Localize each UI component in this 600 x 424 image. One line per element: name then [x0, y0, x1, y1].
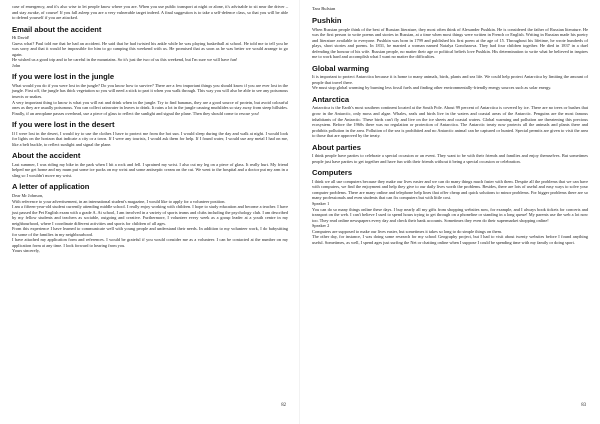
section-text-letter: Dear Mr Johnson, With reference to your advertisement, in an international student's magazine, I would like to apply for a volunteer position. I am a fifteen-year-old student currently attending middle school. I really enjoy working with children. I hope to study education and become a teacher. I have just passed the Pet English exam with a grade A. At school, I am involved in a variety of sports teams and clubs including the psychology club. I am described by my fellow students and teachers as sociable, outgoing and creative. Furthermore, I volunteer every week as a group leader at a youth centre in my neighbourhood, where I coordinate different activities and sports for children of all ages. From this experience I have learned to communicate well with young people and understand their needs. In addition to my volunteer work, I do babysitting for some of the families in my neighbourhood. I have attached my application form and references. I would be grateful if you would consider me as a volunteer. I can be contacted at the number on my application form at any time. I look forward to hearing from you. Yours sincerely,: [12, 192, 288, 254]
section-title-desert: If you were lost in the desert: [12, 120, 115, 130]
section-title-computers: Computers: [312, 168, 353, 178]
author-name: Tara Bulstan: [312, 6, 336, 11]
section-title-accident: About the accident: [12, 151, 81, 161]
section-text-desert: If I were lost in the desert, I would try to use the clothes I have to protect me from the hot sun. I would sleep during the day and walk at night. I would look for lights on the horizon that indicate a city or a town. If I were any tourists, I would ask them for help. If I found water, I would use any metal I had on me, like a belt buckle, to reflect sunlight and signal the plane.: [12, 130, 288, 147]
right-page: [300, 0, 600, 424]
section-text-computers: I think we all use computers because they make our lives easier and we can do many things much faster with them. Despite all the problems that we can have with computers, we find the enjoyment and help they give to our daily lives worth the problems. Besides, there are lots of useful and easy ways to solve your computer problems. There are many online and telephone help lines that offer cheap and quick solutions to minor problems. For bigger problems there are so many professionals and even students that can fix computers but with little cost. Speaker 1 You can do so many things online these days. I buy nearly all my gifts from shopping websites now, for example, and I always book tickets for concerts and transport on the web. I can't believe I used to spend hours trying to get through on a phoneline or standing in a long queue! My parents use the web a lot now too. They read online newspapers every day and check their bank accounts. Sometimes they even do their supermarket shopping online! Speaker 2 Computers are supposed to make our lives easier, but sometimes it takes so long to do simple things on them. The other day, for instance, I was doing some research for my school Geography project, but I had to visit about twenty websites before I found anything useful. Sometimes, as well, I spend ages just surfing the Net or chatting online when I suppose I could be spending time with my family or doing sport.: [312, 178, 588, 245]
page-number-right: 83: [581, 403, 586, 408]
section-text-jungle: What would you do if you were lost in the jungle? Do you know how to survive? There are a few important things you should know if you are ever lost in the jungle. First off, the jungle has thick vegetation so you will need a stick to part it when you walk through. This way you will also be able to see any poisonous insects or snakes. A very important thing to know is what you will eat and drink when in the jungle. Try to find bananas, they are a good source of protein, but avoid colourful ones as they are usually poisonous. You can collect rainwater in leaves to drink. It rains a lot in the jungle causing mudslides so stay away from steep hillsides. Finally, if an aeroplane passes overhead, use a piece of glass to reflect the sunlight and signal the plane. Then they should come to rescue you!: [12, 82, 288, 116]
section-title-parties: About parties: [312, 142, 361, 152]
section-text-pushkin: When Russian people think of the best of Russian literature, they most often think of Alexander Pushkin. He is considered the father of Russian literature. He was the first person to write poems and stories in Russian, at a time when most things were written in French or English. Writing in Russian made his poetry and literature available to everyone. Pushkin was born in 1799 and published his first poem at the age of 15. Throughout his lifetime, he wrote hundreds of plays, short stories and poems. In 1831, he married a woman named Natalya Goncharova. They had four children together. He died in 1837 in a duel defending the honour of his wife. Russian people, no matter their age or political beliefs love Pushkin. His determination to write what he believed in inspires me to work hard and accomplish what I want no matter the difficulties.: [312, 26, 588, 60]
section-text-antarctica: Antarctica is the Earth's most southern continent located at the South Pole. About 99 percent of Antarctica is covered by ice. There are no trees or bushes that grow in the Antarctic, only moss and algae. Whales, seals and birds live in the waters and coastal areas of the Antarctic. Penguins are the most famous inhabitants of the Antarctic. These birds can't fly and live on the ice sheets and coastal waters. Global warming and pollution are threatening this precious ecosystem. Before the 1960s there was no regulation or protection of Antarctica. The Antarctic treaty now protects all the animals and plants there and prohibits pollution in the area. Pollution of the sea is prohibited and no Antarctic animal can be captured or hunted. Special permits are given to visit the area to those that are approved by the treaty.: [312, 105, 588, 139]
section-title-letter: A letter of application: [12, 182, 90, 192]
section-title-global-warming: Global warming: [312, 63, 369, 73]
intro-paragraph: case of emergency, and it's also wise to let people know where you are. When you use public transport at night or alone, it's advisable to sit near the driver – and stay awake, of course! If you fall asleep you are a very vulnerable target indeed. A final suggestion is to take a self-defence class, so that you will be able to defend yourself if you are attacked.: [12, 4, 288, 21]
section-title-email: Email about the accident: [12, 24, 102, 34]
section-text-email: Hi David! Guess what? Paul told me that he had an accident. He said that he had twisted his ankle while he was playing basketball at school. He told me to tell you he was sorry and that it would be impossible for him to go camping this weekend with us. He promised that as soon as he was better we would arrange to go again. He wished us a good trip and to be careful in the mountains. So it's just the two of us this weekend, but I'm sure we will have fun! John: [12, 35, 288, 68]
section-title-jungle: If you were lost in the jungle: [12, 72, 115, 82]
page-number-left: 82: [281, 403, 286, 408]
section-title-antarctica: Antarctica: [312, 94, 350, 104]
section-text-global-warming: It is important to protect Antarctica because it is home to many animals, birds, plants and sea life. We could help protect Antarctica by limiting the amount of people that travel there. We must stop global warming by burning less fossil fuels and finding other environmentally-friendly energy sources such as solar energy.: [312, 74, 588, 91]
section-title-pushkin: Pushkin: [312, 16, 342, 25]
section-text-accident: Last summer, I was riding my bike in the park when I hit a rock and fell. I sprained my wrist. I also cut my leg on a piece of glass. It really hurt. My friend helped me get home and my mum put some ice packs on my wrist and some antiseptic cream on the cut. We went to the hospital and a doctor put my arm in a sling so I wouldn't move my wrist.: [12, 161, 288, 178]
section-text-parties: I think people have parties to celebrate a special occasion or an event. They want to be with their friends and families and enjoy themselves. But sometimes people just have parties to get together and have fun with their friends without it being a special occasion or celebration.: [312, 153, 588, 164]
